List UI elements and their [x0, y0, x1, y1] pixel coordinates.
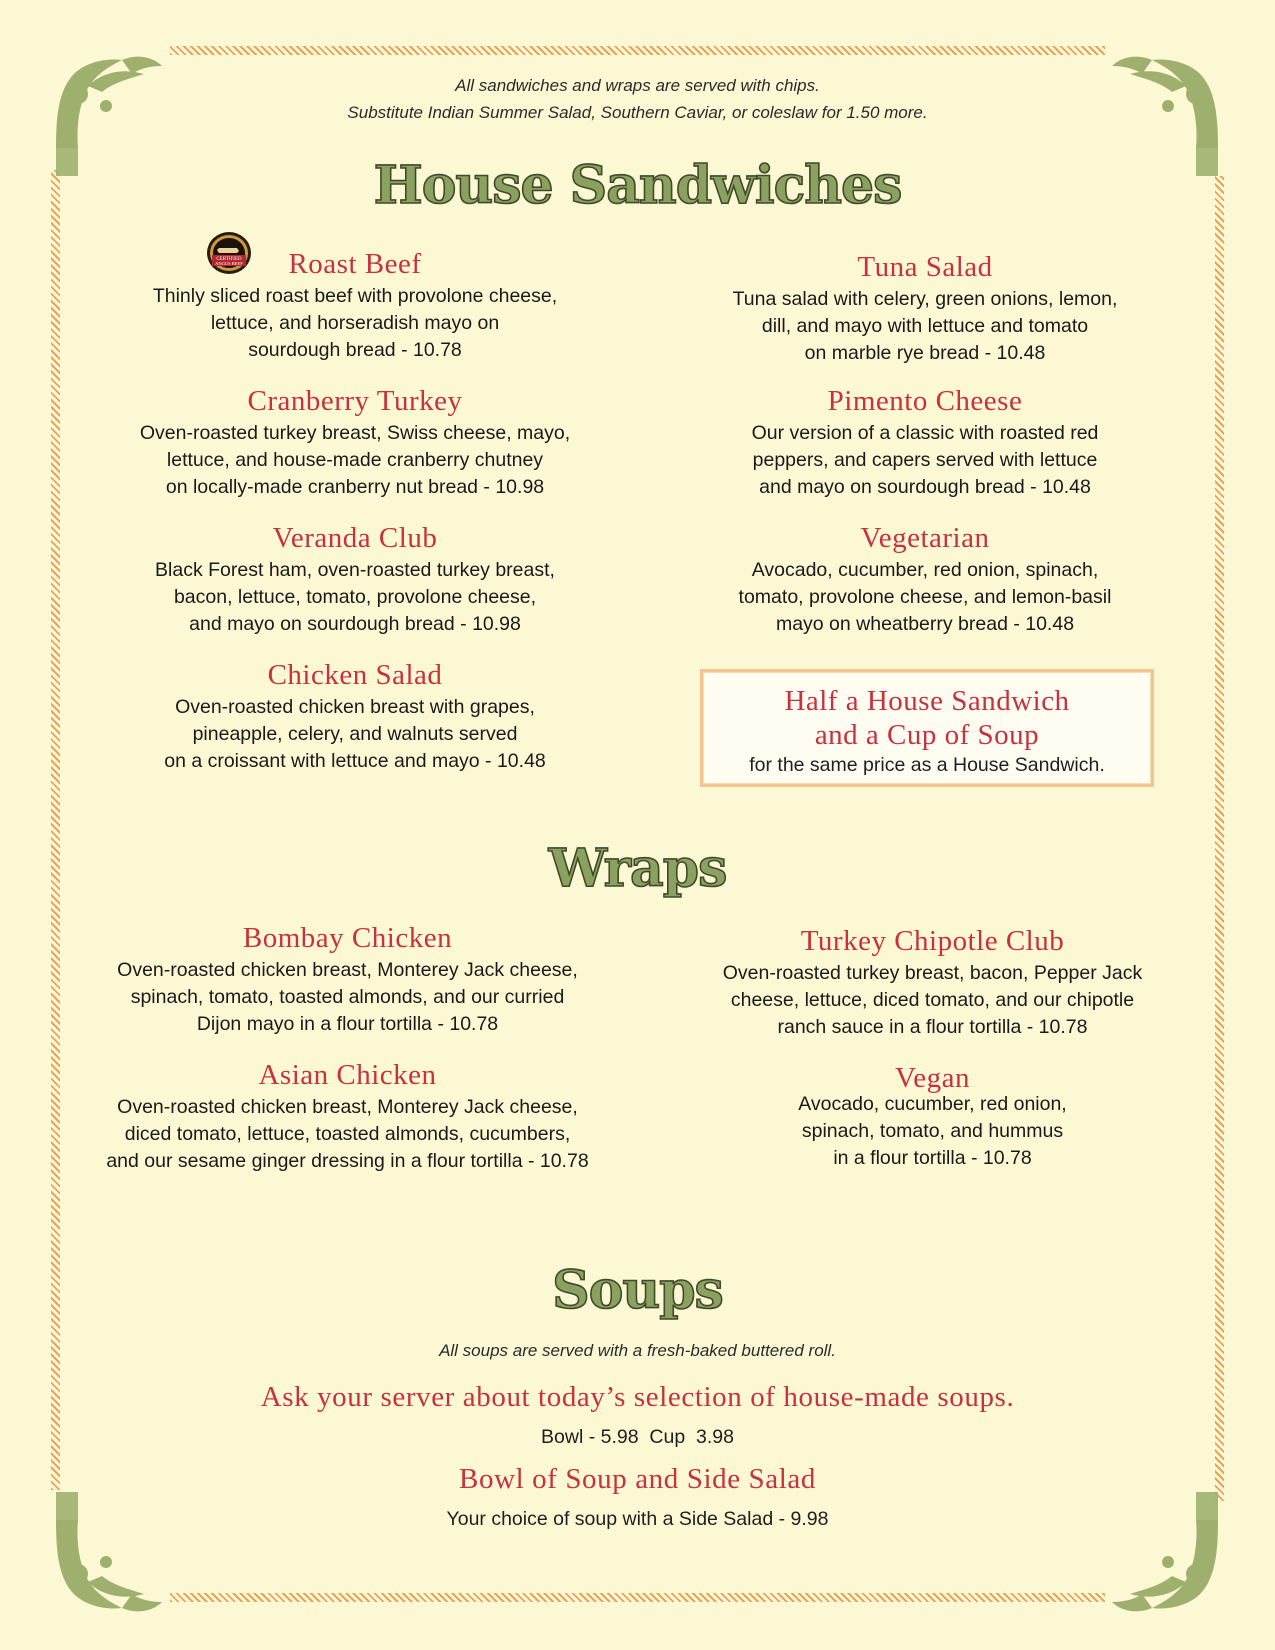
item-description [100, 694, 610, 775]
desc-line: ranch sauce in a flour tortilla - 10.78 [777, 1016, 1088, 1038]
promo-title-line: and a Cup of Soup [814, 719, 1040, 751]
item-name: Turkey Chipotle Club [800, 925, 1065, 957]
desc-line: bacon, lettuce, tomato, provolone cheese, [173, 586, 537, 608]
desc-line: Oven-roasted turkey breast, bacon, Pepper Jack [722, 962, 1143, 984]
desc-line: Black Forest ham, oven-roasted turkey breast, [155, 559, 555, 581]
section-title-wraps: Wraps [548, 838, 727, 899]
menu-item-pimento-cheese [670, 384, 1180, 501]
item-name: Chicken Salad [267, 659, 443, 691]
desc-line: Our version of a classic with roasted red [751, 422, 1099, 444]
section-title-soups: Soups [552, 1260, 723, 1321]
desc-line: Oven-roasted chicken breast with grapes, [175, 696, 535, 718]
item-description [100, 420, 610, 501]
desc-line: Oven-roasted chicken breast, Monterey Jack cheese, [117, 1096, 578, 1118]
desc-line: cheese, lettuce, diced tomato, and our chipotle [730, 989, 1135, 1011]
item-name: Veranda Club [272, 522, 438, 554]
item-description [85, 957, 610, 1038]
item-description [670, 1091, 1195, 1172]
soups-price: Bowl - 5.98 Cup 3.98 [541, 1426, 734, 1448]
desc-line: mayo on wheatberry bread - 10.48 [775, 613, 1075, 635]
item-description [100, 283, 610, 364]
soup-salad-combo-desc: Your choice of soup with a Side Salad - 9.98 [446, 1508, 829, 1530]
promo-subtitle: for the same price as a House Sandwich. [749, 754, 1105, 776]
item-name: Roast Beef [288, 248, 422, 280]
desc-line: Avocado, cucumber, red onion, [798, 1093, 1067, 1115]
menu-item-bombay-chicken [85, 921, 610, 1038]
item-name: Asian Chicken [258, 1059, 437, 1091]
promo-title-line: Half a House Sandwich [784, 685, 1070, 717]
desc-line: sourdough bread - 10.78 [248, 339, 462, 361]
item-name: Bombay Chicken [242, 922, 453, 954]
top-border [170, 46, 1105, 55]
desc-line: Dijon mayo in a flour tortilla - 10.78 [196, 1013, 499, 1035]
corner-ornament-icon [48, 48, 178, 178]
section-title-sandwiches: House Sandwiches [373, 155, 902, 216]
desc-line: pineapple, celery, and walnuts served [192, 723, 518, 745]
item-name: Tuna Salad [857, 251, 993, 283]
desc-line: Avocado, cucumber, red onion, spinach, [751, 559, 1099, 581]
soups-ask-server: Ask your server about today’s selection of house-made soups. [260, 1381, 1015, 1413]
left-border [51, 170, 60, 1490]
item-description [75, 1094, 620, 1175]
desc-line: Oven-roasted turkey breast, Swiss cheese, mayo, [139, 422, 571, 444]
desc-line: peppers, and capers served with lettuce [752, 449, 1098, 471]
desc-line: tomato, provolone cheese, and lemon-basil [738, 586, 1112, 608]
item-description [670, 420, 1180, 501]
corner-ornament-icon [48, 1490, 178, 1620]
desc-line: spinach, tomato, and hummus [801, 1120, 1064, 1142]
intro-note [200, 72, 1075, 126]
badge-text: CERTIFIED [216, 257, 242, 262]
desc-line: dill, and mayo with lettuce and tomato [761, 315, 1089, 337]
soups-note: All soups are served with a fresh-baked buttered roll. [439, 1341, 836, 1360]
desc-line: Oven-roasted chicken breast, Monterey Jack cheese, [117, 959, 578, 981]
soup-salad-combo-name: Bowl of Soup and Side Salad [459, 1463, 816, 1495]
desc-line: diced tomato, lettuce, toasted almonds, cucumbers, [124, 1123, 571, 1145]
menu-item-chicken-salad [100, 658, 610, 775]
menu-item-vegetarian [670, 521, 1180, 638]
desc-line: Thinly sliced roast beef with provolone cheese, [152, 285, 558, 307]
desc-line: and our sesame ginger dressing in a flour tortilla - 10.78 [106, 1150, 589, 1172]
item-name: Cranberry Turkey [247, 385, 463, 417]
desc-line: on a croissant with lettuce and mayo - 10.48 [164, 750, 546, 772]
right-border [1215, 176, 1224, 1501]
item-description [100, 557, 610, 638]
desc-line: lettuce, and horseradish mayo on [210, 312, 500, 334]
desc-line: spinach, tomato, toasted almonds, and our curried [130, 986, 565, 1008]
desc-line: lettuce, and house-made cranberry chutney [166, 449, 544, 471]
item-name: Pimento Cheese [827, 385, 1023, 417]
item-name: Vegetarian [860, 522, 990, 554]
menu-item-asian-chicken [75, 1058, 620, 1175]
desc-line: on marble rye bread - 10.48 [804, 342, 1046, 364]
item-description [670, 557, 1180, 638]
menu-item-veranda-club [100, 521, 610, 638]
item-description [670, 286, 1180, 367]
menu-item-cranberry-turkey [100, 384, 610, 501]
desc-line: and mayo on sourdough bread - 10.48 [759, 476, 1091, 498]
menu-item-roast-beef [100, 247, 610, 364]
intro-line: All sandwiches and wraps are served with chips. [455, 76, 820, 95]
promo-title [703, 684, 1151, 752]
item-name: Vegan [895, 1062, 970, 1094]
corner-ornament-icon [1096, 48, 1226, 178]
desc-line: on locally-made cranberry nut bread - 10.98 [165, 476, 545, 498]
desc-line: Tuna salad with celery, green onions, lemon, [732, 288, 1118, 310]
promo-box-half-sandwich-soup [700, 669, 1154, 787]
menu-item-turkey-chipotle-club [670, 924, 1195, 1041]
menu-item-vegan [670, 1061, 1195, 1172]
badge-text: ANGUS BEEF [215, 261, 243, 266]
desc-line: in a flour tortilla - 10.78 [833, 1147, 1032, 1169]
corner-ornament-icon [1096, 1490, 1226, 1620]
intro-line: Substitute Indian Summer Salad, Southern Caviar, or coleslaw for 1.50 more. [347, 103, 928, 122]
desc-line: and mayo on sourdough bread - 10.98 [189, 613, 521, 635]
bottom-border [170, 1593, 1105, 1602]
item-description [670, 960, 1195, 1041]
menu-item-tuna-salad [670, 250, 1180, 367]
